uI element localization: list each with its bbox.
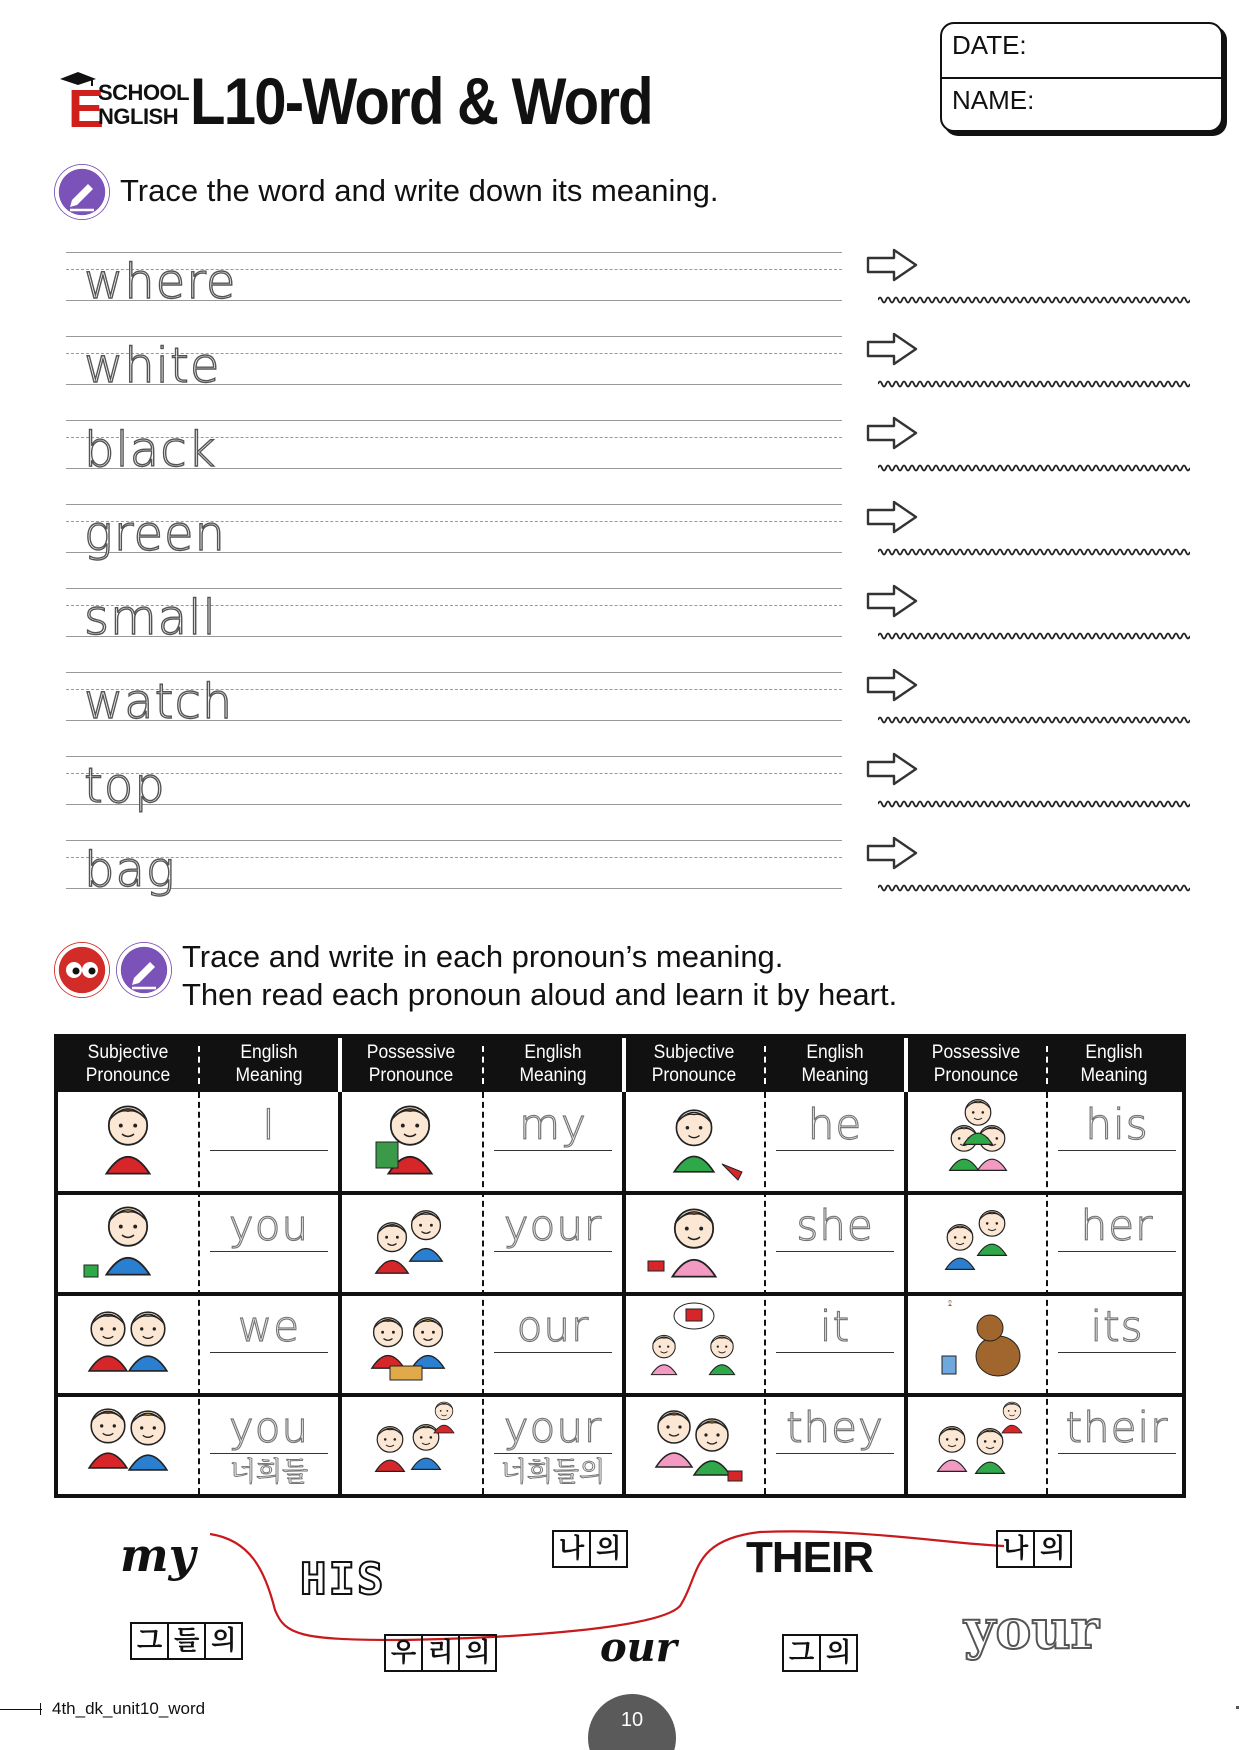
logo-letter-e: E — [68, 79, 105, 139]
arrow-right-icon — [866, 752, 918, 786]
korean-char: 의 — [465, 1638, 491, 1668]
word-his[interactable]: HIS — [300, 1554, 386, 1605]
meaning-answer-line[interactable] — [878, 460, 1190, 474]
trace-pronoun: he — [807, 1100, 863, 1149]
table-header-cell — [630, 1042, 759, 1088]
guide-line-top — [66, 588, 842, 589]
table-header-cell — [770, 1042, 901, 1088]
trace-pronoun: you — [228, 1201, 310, 1250]
row-divider — [58, 1191, 1182, 1195]
meaning-answer-line[interactable] — [878, 292, 1190, 306]
meaning-write-line[interactable] — [494, 1150, 612, 1151]
korean-char: 우 — [386, 1636, 423, 1670]
pronoun-illustration — [638, 1300, 750, 1386]
trace-pronoun: I — [262, 1100, 276, 1149]
trace-pronoun: your — [503, 1403, 603, 1452]
header-line-1: English — [1085, 1042, 1143, 1064]
trace-pronoun: you — [228, 1403, 310, 1452]
meaning-answer-line[interactable] — [878, 544, 1190, 558]
trace-word: black — [84, 422, 217, 478]
date-field[interactable] — [942, 24, 1221, 77]
header-line-1: English — [240, 1042, 298, 1064]
trace-pronoun: our — [516, 1302, 590, 1351]
tracing-row[interactable] — [66, 756, 842, 814]
row-divider — [58, 1292, 1182, 1296]
korean-char: 리 — [423, 1636, 460, 1670]
meaning-answer-line[interactable] — [878, 880, 1190, 894]
trace-word: green — [84, 506, 226, 562]
pronoun-illustration — [72, 1401, 184, 1487]
guide-line-top — [66, 840, 842, 841]
section2-instruction-line1: Trace and write in each pronoun’s meaning. — [182, 939, 784, 974]
korean-char: 그 — [784, 1636, 821, 1670]
header-line-2: Meaning — [519, 1065, 587, 1086]
section2-instruction-line2: Then read each pronoun aloud and learn it by heart. — [182, 977, 898, 1012]
korean-meaning: 너희들 — [229, 1457, 309, 1488]
table-header-cell — [912, 1042, 1041, 1088]
arrow-right-icon — [866, 836, 918, 870]
pronoun-table — [54, 1034, 1186, 1498]
word-matching-game — [0, 1510, 1240, 1700]
korean-char: 의 — [211, 1626, 237, 1656]
trace-word: where — [84, 254, 237, 310]
meaning-write-line[interactable] — [210, 1150, 328, 1151]
name-label: NAME: — [952, 85, 1035, 115]
trace-word: small — [84, 590, 217, 646]
tracing-row[interactable] — [66, 840, 842, 898]
section1-instruction: Trace the word and write down its meaning. — [120, 173, 719, 208]
meaning-answer-line[interactable] — [878, 628, 1190, 642]
trace-word: white — [84, 338, 221, 394]
table-header — [58, 1038, 1182, 1092]
pronoun-illustration — [354, 1300, 466, 1386]
arrow-right-icon — [866, 500, 918, 534]
meaning-write-line[interactable] — [1058, 1453, 1176, 1454]
tracing-row[interactable] — [66, 336, 842, 394]
header-line-1: English — [806, 1042, 864, 1064]
meaning-answer-line[interactable] — [878, 376, 1190, 390]
guide-line-base — [66, 804, 842, 805]
tracing-row[interactable] — [66, 504, 842, 562]
pronoun-illustration — [638, 1401, 750, 1487]
meaning-write-line[interactable] — [1058, 1251, 1176, 1252]
pronoun-illustration — [920, 1401, 1032, 1487]
trace-pronoun: we — [237, 1302, 301, 1351]
date-label: DATE: — [952, 30, 1027, 60]
korean-word-naui-1[interactable] — [552, 1530, 628, 1568]
word-my[interactable]: my — [120, 1528, 196, 1582]
guide-line-top — [66, 756, 842, 757]
header-line-1: Subjective — [87, 1042, 169, 1064]
meaning-write-line[interactable] — [776, 1150, 894, 1151]
eyes-icon — [54, 942, 110, 998]
trace-pronoun: they — [786, 1403, 884, 1452]
meaning-write-line[interactable] — [776, 1251, 894, 1252]
page-title: L10-Word & Word — [190, 64, 652, 138]
korean-char: 나 — [554, 1532, 591, 1566]
trace-pronoun: her — [1080, 1201, 1154, 1250]
word-our[interactable]: our — [600, 1624, 677, 1671]
name-field[interactable] — [942, 77, 1221, 130]
header-line-2: Meaning — [801, 1065, 869, 1086]
meaning-write-line[interactable] — [210, 1251, 328, 1252]
pronoun-illustration — [72, 1300, 184, 1386]
meaning-write-line[interactable] — [776, 1453, 894, 1454]
korean-word-geuui[interactable] — [782, 1634, 858, 1672]
pronoun-illustration — [72, 1098, 184, 1184]
pencil-icon — [116, 942, 172, 998]
guide-line-top — [66, 252, 842, 253]
pronoun-illustration — [354, 1098, 466, 1184]
trace-word: bag — [84, 842, 176, 898]
header-line-2: Pronounce — [651, 1065, 737, 1086]
trace-pronoun: its — [1090, 1302, 1144, 1351]
guide-line-top — [66, 672, 842, 673]
guide-line-dashed — [66, 773, 842, 774]
arrow-right-icon — [866, 332, 918, 366]
header-dashed-divider — [198, 1046, 200, 1084]
table-header-cell — [346, 1042, 477, 1088]
pronoun-illustration — [638, 1098, 750, 1184]
header-line-1: Possessive — [931, 1042, 1021, 1064]
page-number: 10 — [588, 1694, 676, 1750]
header-solid-divider — [622, 1038, 626, 1092]
korean-char: 그 — [132, 1624, 169, 1658]
header-dashed-divider — [764, 1046, 766, 1084]
guide-line-top — [66, 504, 842, 505]
header-dashed-divider — [482, 1046, 484, 1084]
guide-line-base — [66, 888, 842, 889]
header-dashed-divider — [1046, 1046, 1048, 1084]
edge-mark — [1236, 1706, 1239, 1709]
table-header-cell — [488, 1042, 619, 1088]
arrow-right-icon — [866, 584, 918, 618]
table-header-cell — [64, 1042, 193, 1088]
meaning-write-line[interactable] — [210, 1453, 328, 1454]
school-english-logo — [58, 72, 190, 139]
guide-line-top — [66, 420, 842, 421]
header-line-2: Meaning — [1080, 1065, 1148, 1086]
korean-meaning: 너희들의 — [500, 1457, 606, 1488]
row-divider — [58, 1393, 1182, 1397]
header-line-2: Pronounce — [933, 1065, 1019, 1086]
header-line-2: Pronounce — [368, 1065, 454, 1086]
meaning-write-line[interactable] — [1058, 1150, 1176, 1151]
korean-word-uriui[interactable] — [384, 1634, 497, 1672]
korean-char: 들 — [169, 1624, 206, 1658]
word-their[interactable]: THEIR — [746, 1533, 873, 1582]
trace-word: watch — [84, 674, 234, 730]
tracing-row[interactable] — [66, 252, 842, 310]
footer-filename: 4th_dk_unit10_word — [52, 1699, 206, 1718]
pronoun-illustration — [354, 1199, 466, 1285]
tracing-row[interactable] — [66, 588, 842, 646]
arrow-right-icon — [866, 416, 918, 450]
table-header-cell — [1051, 1042, 1176, 1088]
pronoun-illustration — [920, 1098, 1032, 1184]
trace-pronoun: their — [1065, 1403, 1169, 1452]
word-your[interactable]: your — [964, 1597, 1100, 1661]
header-line-2: Meaning — [235, 1065, 303, 1086]
header-line-1: English — [524, 1042, 582, 1064]
date-name-box — [940, 22, 1223, 132]
meaning-answer-line[interactable] — [878, 796, 1190, 810]
trace-pronoun: it — [819, 1302, 851, 1351]
header-solid-divider — [338, 1038, 342, 1092]
header-line-1: Subjective — [653, 1042, 735, 1064]
tracing-row[interactable] — [66, 672, 842, 730]
logo-line-2: NGLISH — [98, 104, 179, 129]
meaning-write-line[interactable] — [1058, 1352, 1176, 1353]
pronoun-illustration — [72, 1199, 184, 1285]
trace-word: top — [84, 758, 166, 814]
pronoun-illustration — [354, 1401, 466, 1487]
guide-line-top — [66, 336, 842, 337]
logo-line-1: SCHOOL — [98, 80, 190, 105]
korean-word-naui-2[interactable] — [996, 1530, 1072, 1568]
header-line-1: Possessive — [366, 1042, 456, 1064]
footer-rule — [0, 1709, 42, 1710]
korean-word-geudeurui[interactable] — [130, 1622, 243, 1660]
header-line-2: Pronounce — [85, 1065, 171, 1086]
trace-pronoun: my — [519, 1100, 587, 1149]
pencil-icon — [54, 164, 110, 220]
table-header-cell — [204, 1042, 335, 1088]
meaning-write-line[interactable] — [776, 1352, 894, 1353]
trace-pronoun: she — [796, 1201, 874, 1250]
korean-char: 의 — [596, 1534, 622, 1564]
guide-line-dashed — [66, 857, 842, 858]
korean-char: 의 — [1040, 1534, 1066, 1564]
meaning-answer-line[interactable] — [878, 712, 1190, 726]
trace-pronoun: your — [503, 1201, 603, 1250]
trace-pronoun: his — [1085, 1100, 1149, 1149]
korean-char: 의 — [826, 1638, 852, 1668]
meaning-write-line[interactable] — [494, 1453, 612, 1454]
pronoun-illustration — [638, 1199, 750, 1285]
meaning-write-line[interactable] — [494, 1352, 612, 1353]
arrow-right-icon — [866, 668, 918, 702]
footer-tick — [40, 1703, 41, 1715]
tracing-row[interactable] — [66, 420, 842, 478]
meaning-write-line[interactable] — [494, 1251, 612, 1252]
korean-char: 나 — [998, 1532, 1035, 1566]
meaning-write-line[interactable] — [210, 1352, 328, 1353]
header-solid-divider — [904, 1038, 908, 1092]
pronoun-illustration — [920, 1300, 1032, 1386]
pronoun-illustration — [920, 1199, 1032, 1285]
arrow-right-icon — [866, 248, 918, 282]
